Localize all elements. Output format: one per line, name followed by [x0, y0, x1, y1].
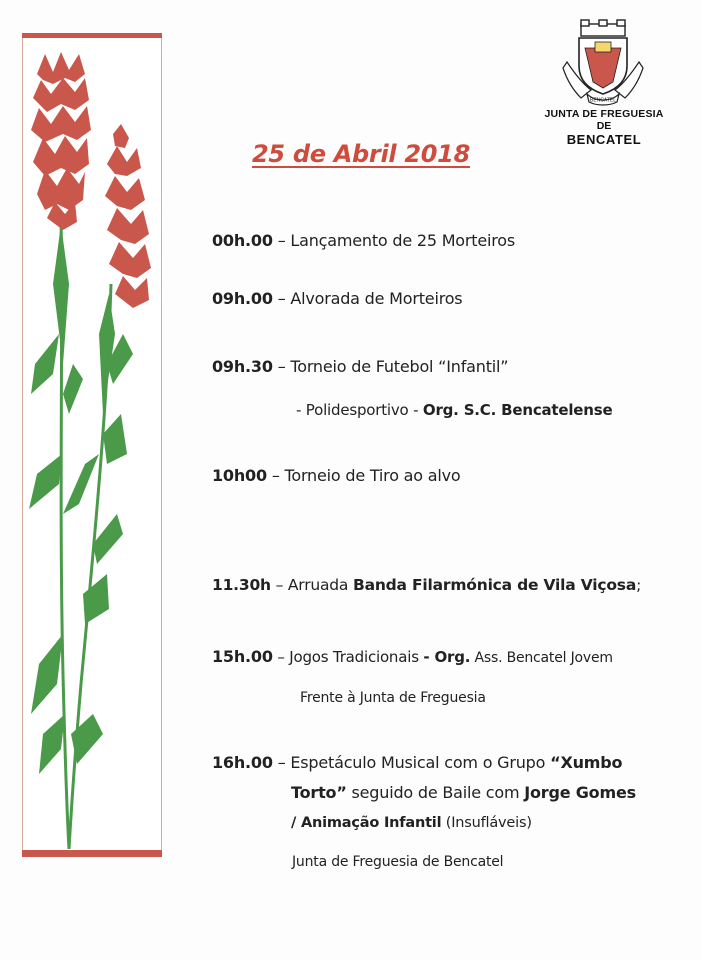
crest-ribbon-text: BENCATEL [589, 97, 617, 104]
item-dash: – [272, 648, 290, 666]
page-title: 25 de Abril 2018 [252, 140, 470, 168]
item-dash: – [272, 231, 291, 250]
item-org-label: Org. [434, 648, 471, 666]
location-prefix: - Polidesportivo - [296, 401, 423, 419]
coat-of-arms-icon [561, 18, 645, 106]
item-bold-text: Banda Filarmónica de Vila Viçosa [352, 576, 637, 594]
item-text: (Insufláveis) [441, 815, 532, 831]
organization-block [520, 108, 688, 148]
item-dash: – [272, 289, 291, 308]
item-text: seguido de Baile com [346, 783, 525, 802]
schedule-item-7-line-3 [291, 812, 532, 834]
schedule-item-1 [212, 230, 515, 252]
item-dash: – [272, 357, 291, 376]
item-dash: – [270, 576, 288, 594]
item-time: 15h.00 [212, 647, 273, 666]
schedule-item-2 [212, 288, 462, 310]
item-text: Lançamento de 25 Morteiros [290, 231, 515, 250]
item-dash-2: - [423, 648, 435, 666]
item-text: Arruada [287, 576, 353, 594]
item-time: 00h.00 [212, 231, 273, 250]
org-line-3: BENCATEL [566, 132, 642, 147]
org-line-1: JUNTA DE FREGUESIA [544, 108, 664, 120]
item-org-name: Ass. Bencatel Jovem [470, 650, 613, 666]
item-bold-text: / Animação Infantil [291, 815, 442, 831]
schedule-item-7 [212, 752, 622, 774]
item-text: Espetáculo Musical com o Grupo [290, 753, 551, 772]
item-time: 09h.00 [212, 289, 273, 308]
location-organizer: Org. S.C. Bencatelense [422, 401, 613, 419]
item-text: Torneio de Futebol “Infantil” [290, 357, 509, 376]
item-text: Torneio de Tiro ao alvo [284, 466, 461, 485]
item-bold-text: Torto” [291, 783, 347, 802]
item-time: 11.30h [212, 576, 271, 594]
schedule-item-6 [212, 646, 613, 669]
panel-bottom-bar [22, 850, 162, 857]
item-bold-text-2: Jorge Gomes [524, 783, 636, 802]
item-text: Alvorada de Morteiros [290, 289, 463, 308]
schedule-item-4 [212, 465, 460, 487]
item-dash: – [272, 753, 291, 772]
item-text: Jogos Tradicionais [289, 648, 424, 666]
carnation-illustration [23, 34, 163, 858]
item-time: 09h.30 [212, 357, 273, 376]
schedule-item-3-location [296, 400, 612, 420]
item-time: 16h.00 [212, 753, 273, 772]
schedule-item-3 [212, 356, 508, 378]
org-line-2: DE [596, 120, 612, 132]
schedule-item-7-line-2 [291, 782, 636, 804]
item-bold-text: “Xumbo [550, 753, 623, 772]
item-dash: – [266, 466, 285, 485]
item-time: 10h00 [212, 466, 267, 485]
schedule-item-6-location: Frente à Junta de Freguesia [300, 690, 486, 706]
schedule-item-5 [212, 574, 641, 596]
schedule-item-7-location: Junta de Freguesia de Bencatel [292, 854, 504, 870]
carnation-panel [22, 33, 162, 857]
item-end: ; [636, 576, 642, 594]
